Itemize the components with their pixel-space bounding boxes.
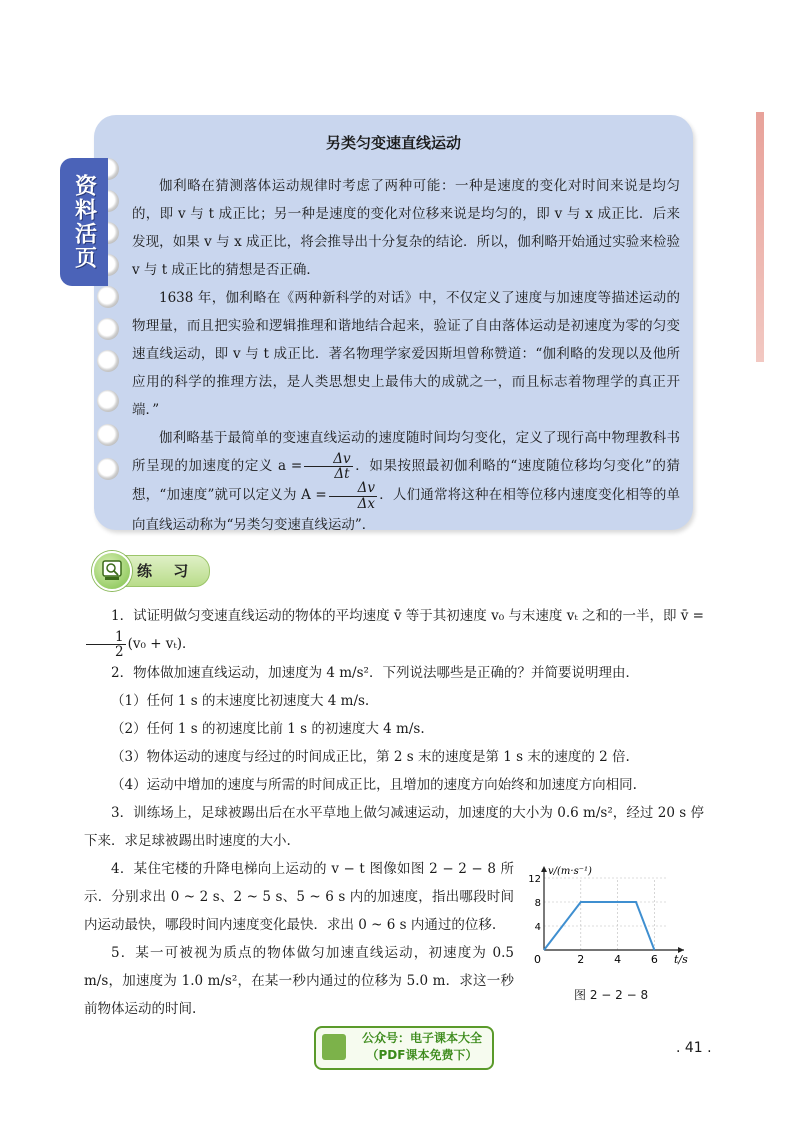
- binder-ring-icon: [97, 318, 119, 340]
- exercise-heading: [92, 551, 212, 587]
- x-axis-label: t/s: [674, 953, 688, 966]
- exercise-2-option-3: （3）物体运动的速度与经过的时间成正比，第 2 s 末的速度是第 1 s 末的速度的 2 倍.: [111, 749, 630, 766]
- y-axis-arrow-icon: [541, 866, 547, 872]
- x-tick-label: 4: [614, 953, 622, 966]
- exercise-2-option-2: （2）任何 1 s 的初速度比前 1 s 的初速度大 4 m/s.: [111, 721, 425, 738]
- watermark-line-1: 公众号：电子课本大全: [361, 1031, 482, 1045]
- watermark-banner: [314, 1026, 494, 1070]
- fraction: [304, 452, 352, 481]
- fraction-numerator: Δv: [329, 481, 377, 496]
- text-span: ．如果按照最初伽利略的“速度随位移均匀变化”的猜想，“加速度”就可以定义为 A =: [132, 458, 680, 504]
- origin-label: 0: [534, 953, 541, 966]
- exercise-1: [84, 602, 704, 659]
- velocity-time-chart: [528, 862, 698, 982]
- y-axis-label: v/(m·s⁻¹): [548, 866, 592, 877]
- chart-ticks: [528, 874, 658, 966]
- exercise-2-option-1: （1）任何 1 s 的末速度比初速度大 4 m/s.: [111, 693, 370, 710]
- text-span: ．人们通常将这种在相等位移内速度变化相等的单向直线运动称为“另类匀变速直线运动”．: [132, 487, 681, 533]
- y-tick-label: 12: [528, 874, 541, 885]
- fraction-denominator: Δt: [334, 466, 350, 483]
- y-tick-label: 4: [534, 922, 541, 933]
- watermark-text: [354, 1030, 490, 1064]
- box-paragraph-1: 伽利略在猜测落体运动规律时考虑了两种可能：一种是速度的变化对时间来说是均匀的，即 v 与 t 成正比；另一种是速度的变化对位移来说是均匀的，即 v 与 x 成正比．后来发现，如果 v 与 x 成正比，将会推导出十分复杂的结论．所以，伽利略开始通过实验来检验 v 与 t 成正比的猜想是否正确．: [132, 178, 680, 278]
- y-tick-label: 8: [534, 898, 541, 909]
- edge-decoration: [764, 240, 776, 370]
- fraction-denominator: Δx: [357, 495, 376, 512]
- box-title: 另类匀变速直线运动: [325, 134, 461, 152]
- exercise-5: 5．某一可被视为质点的物体做匀加速直线运动，初速度为 0.5 m/s，加速度为 1.0 m/s²，在某一秒内通过的位移为 5.0 m．求这一秒前物体运动的时间.: [84, 945, 514, 1018]
- text-span: (v₀ + vₜ)．: [127, 636, 196, 653]
- box-paragraph-3: [132, 424, 680, 539]
- exercise-2: 2．物体做加速直线运动，加速度为 4 m/s²．下列说法哪些是正确的？并简要说明理由．: [111, 665, 639, 682]
- exercise-heading-label: 练 习: [137, 562, 197, 580]
- x-tick-label: 2: [577, 953, 585, 966]
- chart-grid: [544, 878, 666, 950]
- box-paragraph-2: 1638 年，伽利略在《两种新科学的对话》中，不仅定义了速度与加速度等描述运动的物理量，而且把实验和逻辑推理和谐地结合起来，验证了自由落体运动是初速度为零的匀变速直线运动，即 v 与 t 成正比．著名物理学家爱因斯坦曾称赞道：“伽利略的发现以及他所应用的科学的推理方法，是人类思想史上最伟大的成就之一，而且标志着物理学的真正开端．”: [132, 290, 680, 418]
- book-icon: [322, 1034, 346, 1060]
- exercise-4: 4．某住宅楼的升降电梯向上运动的 v − t 图像如图 2 − 2 − 8 所示．分别求出 0 ~ 2 s、2 ~ 5 s、5 ~ 6 s 内的加速度，指出哪段时间内运动最快，哪段时间内速度变化最快．求出 0 ~ 6 s 内通过的位移.: [84, 861, 514, 934]
- fraction-denominator: 2: [115, 644, 124, 661]
- text-span: 伽利略基于最简单的变速直线运动的速度随时间均匀变化，定义了现行高中物理教科书所呈现的加速度的定义 a =: [132, 430, 680, 475]
- edge-color-strip: [756, 112, 764, 362]
- text-span: 1．试证明做匀变速直线运动的物体的平均速度 v̄ 等于其初速度 v₀ 与末速度 vₜ 之和的一半，即 v̄ =: [111, 608, 704, 624]
- x-tick-label: 6: [650, 953, 658, 966]
- watermark-line-2: （PDF课本免费下）: [366, 1048, 478, 1062]
- binder-ring-icon: [97, 390, 119, 412]
- fraction: [86, 630, 126, 659]
- magnifier-icon: [92, 551, 132, 591]
- fraction-numerator: Δv: [304, 452, 352, 467]
- fraction-numerator: 1: [86, 630, 126, 645]
- page-number: . 41 .: [676, 1040, 712, 1056]
- figure-caption: 图 2 − 2 − 8: [574, 988, 649, 1002]
- side-tab-label: 资料活页: [60, 158, 108, 286]
- binder-ring-icon: [97, 458, 119, 480]
- box-body: [132, 172, 680, 539]
- binder-ring-icon: [97, 350, 119, 372]
- exercise-2-option-4: （4）运动中增加的速度与所需的时间成正比，且增加的速度方向始终和加速度方向相同.: [111, 777, 637, 794]
- exercise-3: 3．训练场上，足球被踢出后在水平草地上做匀减速运动，加速度的大小为 0.6 m/s²，经过 20 s 停下来．求足球被踢出时速度的大小.: [84, 805, 704, 850]
- binder-ring-icon: [97, 424, 119, 446]
- fraction: [329, 481, 377, 510]
- binder-ring-icon: [97, 286, 119, 308]
